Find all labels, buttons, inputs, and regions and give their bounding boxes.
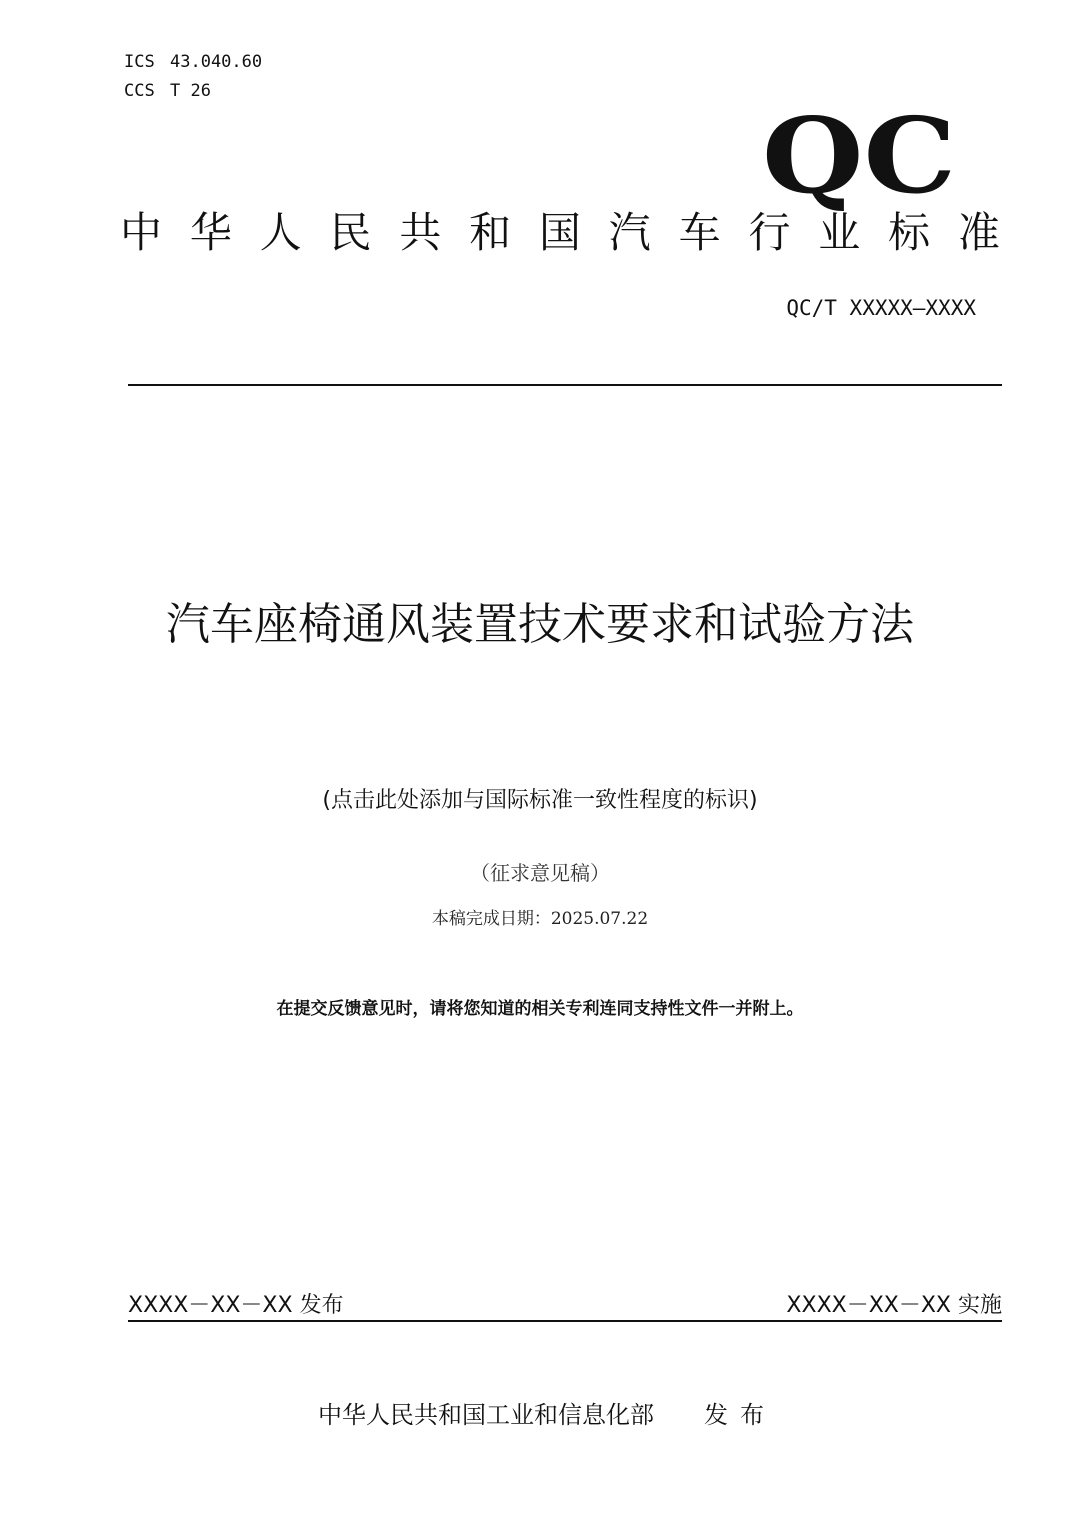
effective-date: XXXX－XX－XX 实施 — [786, 1293, 1002, 1318]
ics-classification — [124, 52, 262, 72]
publisher-action: 发布 — [704, 1401, 776, 1429]
standard-number: QC/T XXXXX—XXXX — [786, 296, 976, 320]
org-title-char: 国 — [538, 208, 581, 257]
org-title — [120, 208, 1000, 258]
draft-label: （征求意见稿） — [470, 861, 610, 885]
org-title-char: 准 — [957, 208, 1000, 257]
org-title-char: 人 — [259, 208, 302, 257]
publisher-name: 中华人民共和国工业和信息化部 — [318, 1401, 654, 1429]
ccs-label: CCS — [124, 81, 155, 101]
finish-date: 本稿完成日期：2025.07.22 — [431, 909, 649, 929]
org-title-char: 和 — [469, 208, 512, 257]
org-title-char: 汽 — [608, 208, 651, 257]
org-title-char: 民 — [329, 208, 372, 257]
ccs-code: T 26 — [170, 81, 211, 101]
header-divider — [128, 384, 1002, 386]
org-title-char: 标 — [888, 208, 931, 257]
ccs-classification — [124, 81, 211, 101]
document-title: 汽车座椅通风装置技术要求和试验方法 — [166, 599, 914, 650]
footer-divider — [128, 1320, 1002, 1322]
org-title-char: 共 — [399, 208, 442, 257]
org-title-char: 行 — [748, 208, 791, 257]
publisher — [318, 1395, 776, 1430]
qc-logo: QC — [762, 94, 957, 217]
org-title-char: 华 — [189, 208, 232, 257]
release-date: XXXX－XX－XX 发布 — [128, 1293, 344, 1318]
org-title-char: 车 — [678, 208, 721, 257]
ics-code: 43.040.60 — [170, 52, 263, 72]
patent-note: 在提交反馈意见时，请将您知道的相关专利连同支持性文件一并附上。 — [276, 999, 804, 1019]
ics-label: ICS — [124, 52, 155, 72]
org-title-char: 业 — [818, 208, 861, 257]
conformity-note[interactable]: (点击此处添加与国际标准一致性程度的标识) — [322, 788, 758, 813]
org-title-char: 中 — [120, 208, 163, 257]
